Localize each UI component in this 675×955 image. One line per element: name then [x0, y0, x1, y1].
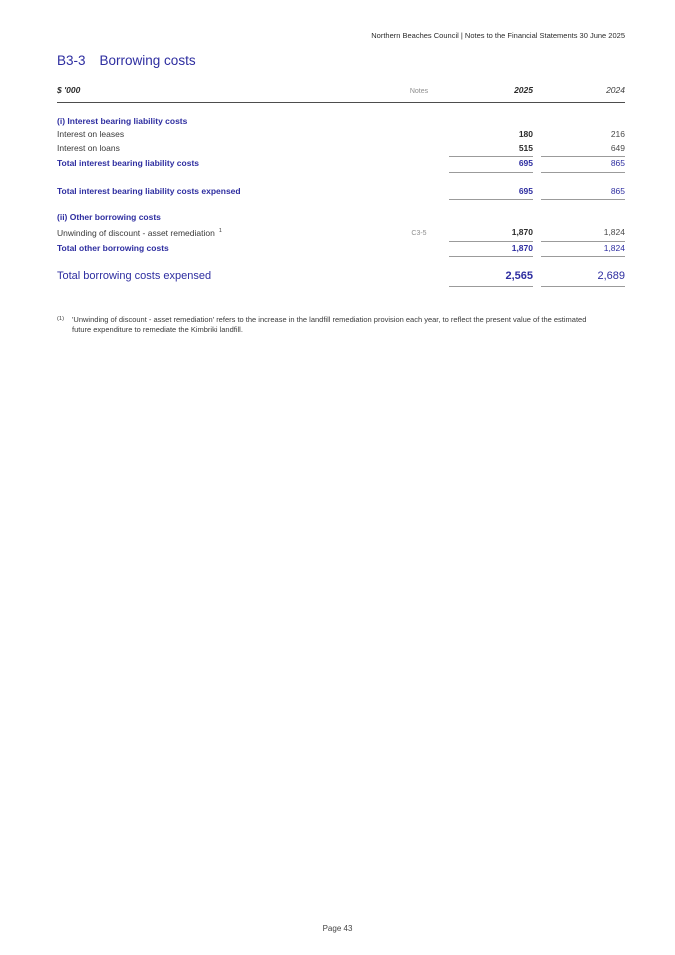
value-2025-cell: 695: [449, 157, 533, 173]
footnote-marker: (1): [57, 315, 65, 322]
value-2025-cell: 515: [449, 142, 533, 158]
value-2025-cell: 2,565: [449, 268, 533, 287]
table-row-total-borrowing-costs-expensed: [57, 268, 625, 287]
notes-cell: C3-5: [411, 230, 427, 238]
footnote: [57, 315, 625, 334]
row-label: Interest on leases: [57, 129, 125, 139]
row-label: (ii) Other borrowing costs: [57, 212, 161, 222]
running-header: Northern Beaches Council | Notes to the Financial Statements 30 June 2025: [371, 31, 625, 40]
value-2024-cell: 1,824: [541, 242, 625, 258]
table-row-total-interest-bearing-expensed: [57, 185, 625, 201]
value-2024-cell: 865: [541, 185, 625, 201]
column-header-2024: 2024: [606, 85, 625, 95]
table-row-section-ii: [57, 211, 625, 225]
column-header-notes: Notes: [409, 88, 429, 95]
value-2025-cell: 180: [518, 129, 533, 139]
table-row-interest-on-leases: [57, 128, 625, 142]
page-number: Page 43: [322, 924, 353, 933]
column-header-2025: 2025: [514, 85, 533, 95]
table-row-total-interest-bearing: [57, 157, 625, 173]
row-label: (i) Interest bearing liability costs: [57, 115, 188, 126]
table-row-unwinding-of-discount: [57, 225, 625, 242]
value-2024-cell: 1,824: [541, 226, 625, 242]
table-header-row: [57, 84, 625, 103]
row-label: Interest on loans: [57, 142, 120, 153]
row-label: Total interest bearing liability costs expensed: [57, 185, 241, 196]
value-2024-cell: 649: [541, 142, 625, 158]
value-2024-cell: 2,689: [541, 268, 625, 287]
value-2024-cell: 216: [610, 129, 625, 139]
value-2025-cell: 1,870: [449, 242, 533, 258]
note-code: B3-3: [57, 53, 86, 68]
row-label: [57, 225, 389, 240]
row-label: Total interest bearing liability costs: [57, 158, 200, 168]
footnote-reference: 1: [218, 227, 222, 234]
column-header-units: $ '000: [57, 85, 81, 95]
value-2024-cell: 865: [541, 157, 625, 173]
note-title-text: Borrowing costs: [99, 53, 196, 68]
footnote-text: 'Unwinding of discount - asset remediation' refers to the increase in the landfill remediation provision each year, to reflect the present value of the estimated future expenditure to remediate the Kimbriki landfill.: [72, 315, 587, 334]
value-2025-cell: 695: [449, 185, 533, 201]
table-row-interest-on-loans: [57, 142, 625, 158]
table-row-total-other-borrowing: [57, 242, 625, 258]
row-label: Total other borrowing costs: [57, 242, 169, 253]
borrowing-costs-table: [57, 84, 625, 287]
row-label-text: Unwinding of discount - asset remediation: [57, 227, 215, 238]
value-2025-cell: 1,870: [449, 226, 533, 242]
table-row-section-i: [57, 115, 625, 129]
page-title: [57, 53, 625, 69]
row-label: Total borrowing costs expensed: [57, 270, 212, 283]
